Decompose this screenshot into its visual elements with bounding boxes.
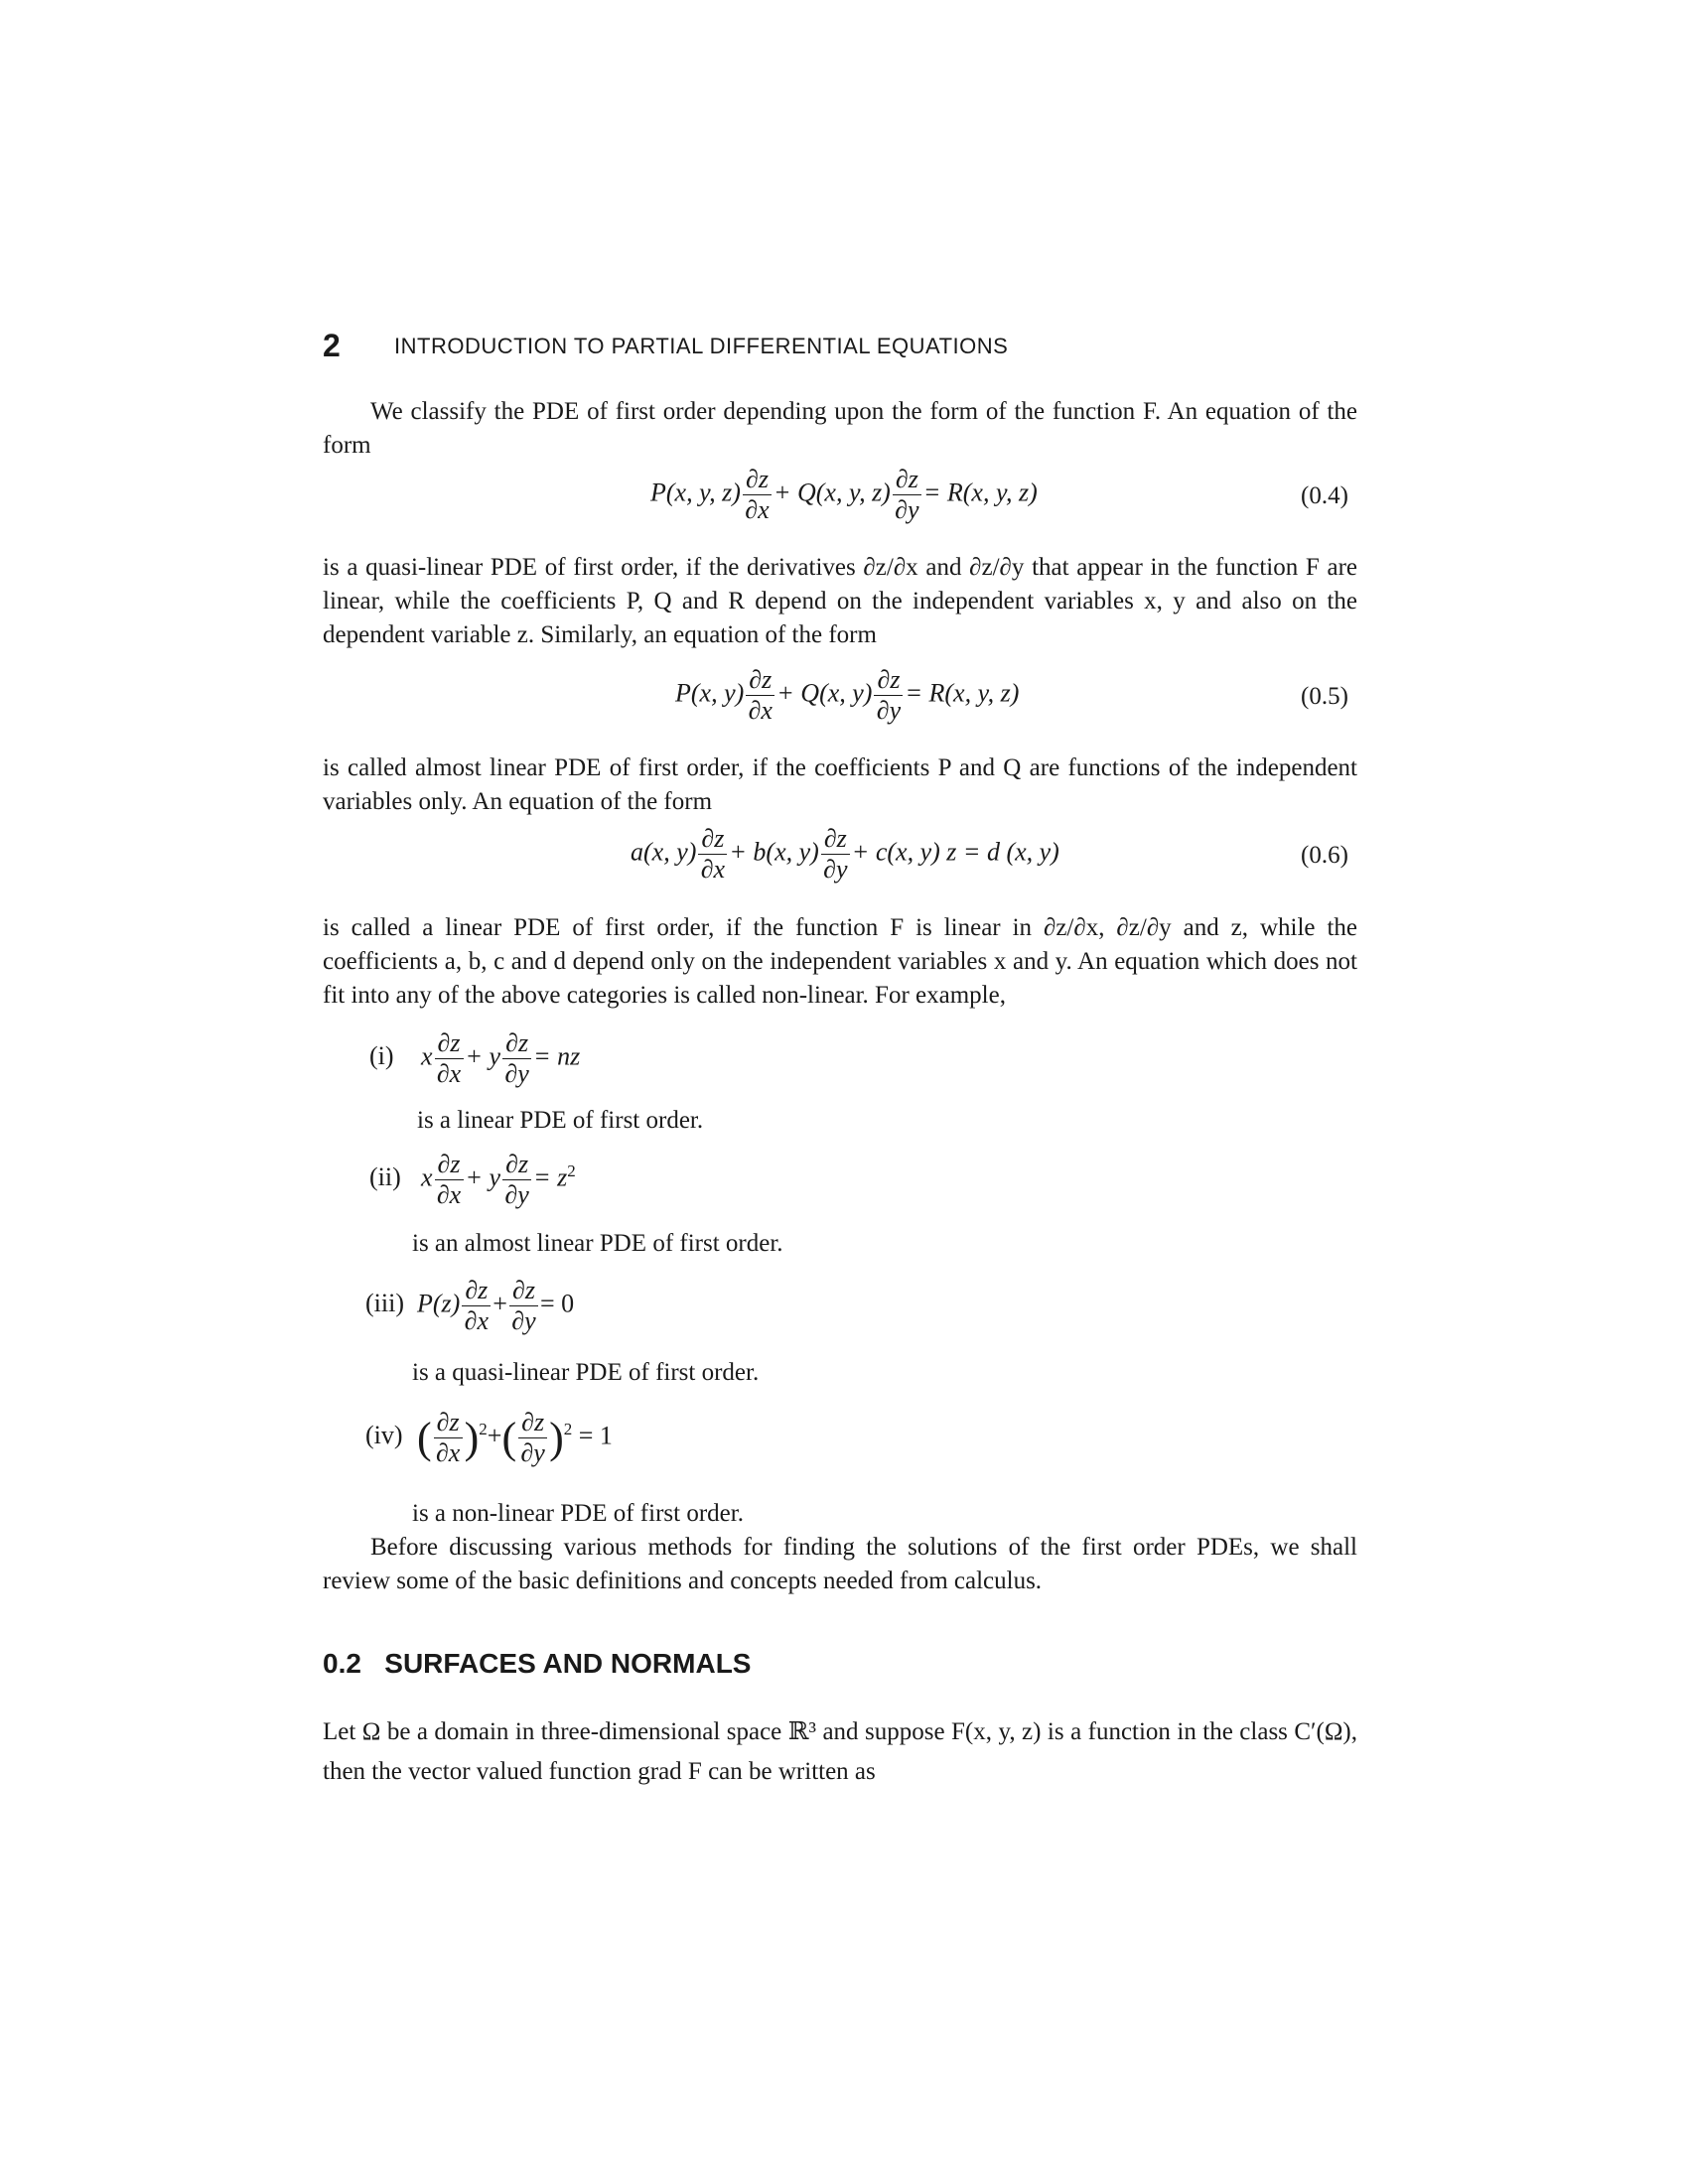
- running-title: INTRODUCTION TO PARTIAL DIFFERENTIAL EQUATIONS: [394, 334, 1009, 358]
- paragraph-2: is a quasi-linear PDE of first order, if the derivatives ∂z/∂x and ∂z/∂y that appear in the function F are linear, while the coefficients P, Q and R depend on the independent variables x, y and also on the dependent variable z. Similarly, an equation of the form: [323, 554, 1357, 648]
- example-ii-desc: is an almost linear PDE of first order.: [412, 1230, 783, 1257]
- example-ii: (ii) x $\frac{\partial z}{\partial x}$ + y $\frac{\partial z}{\partial y}$ = $z^2$: [369, 1150, 576, 1209]
- paragraph-1: We classify the PDE of first order depending upon the form of the function F. An equation of the form: [323, 398, 1357, 459]
- equation-0-6: a(x, y) $\frac{\partial z}{\partial x}$ + b(x, y) $\frac{\partial z}{\partial y}$ + c(x, y) z = d (x, y): [631, 824, 1059, 884]
- paragraph-5: Before discussing various methods for finding the solutions of the first order PDEs, we shall review some of the basic definitions and concepts needed from calculus.: [323, 1534, 1357, 1594]
- paragraph-6: Let Ω be a domain in three-dimensional space ℝ³ and suppose F(x, y, z) is a function in the class C′(Ω), then the vector valued function grad F can be written as: [323, 1718, 1357, 1785]
- paragraph-3: is called almost linear PDE of first order, if the coefficients P and Q are functions of the independent variables only. An equation of the form: [323, 754, 1357, 815]
- section-heading: [323, 1648, 751, 1680]
- equation-number-0-4: (0.4): [1301, 482, 1348, 509]
- example-iii: (iii) P(z) $\frac{\partial z}{\partial x}$ + $\frac{\partial z}{\partial y}$ = 0: [365, 1276, 575, 1335]
- section-number: 0.2: [323, 1648, 361, 1679]
- equation-0-5: P(x, y) $\frac{\partial z}{\partial x}$ + Q(x, y) $\frac{\partial z}{\partial y}$ = R(x, y, z): [675, 665, 1020, 725]
- example-iv: (iv) ( $\frac{\partial z}{\partial x}$ )$^2$+( $\frac{\partial z}{\partial y}$ )$^2$ = 1: [365, 1408, 613, 1467]
- paragraph-4: is called a linear PDE of first order, if the function F is linear in ∂z/∂x, ∂z/∂y and z, while the coefficients a, b, c and d depend only on the independent variables x and y. An equation which does not fit into any of the above categories is called non-linear. For example,: [323, 914, 1357, 1009]
- equation-number-0-5: (0.5): [1301, 683, 1348, 710]
- example-i: (i) x $\frac{\partial z}{\partial x}$ + y $\frac{\partial z}{\partial y}$ = nz: [369, 1028, 581, 1088]
- equation-0-4: P(x, y, z) $\frac{\partial z}{\partial x}$ + Q(x, y, z) $\frac{\partial z}{\partial y}$ = R(x, y, z): [650, 465, 1038, 524]
- equation-number-0-6: (0.6): [1301, 842, 1348, 869]
- example-iii-desc: is a quasi-linear PDE of first order.: [412, 1359, 760, 1386]
- example-iv-desc: is a non-linear PDE of first order.: [412, 1500, 744, 1527]
- section-title: SURFACES AND NORMALS: [384, 1648, 752, 1679]
- example-i-desc: is a linear PDE of first order.: [417, 1107, 704, 1134]
- page-number: 2: [323, 328, 341, 363]
